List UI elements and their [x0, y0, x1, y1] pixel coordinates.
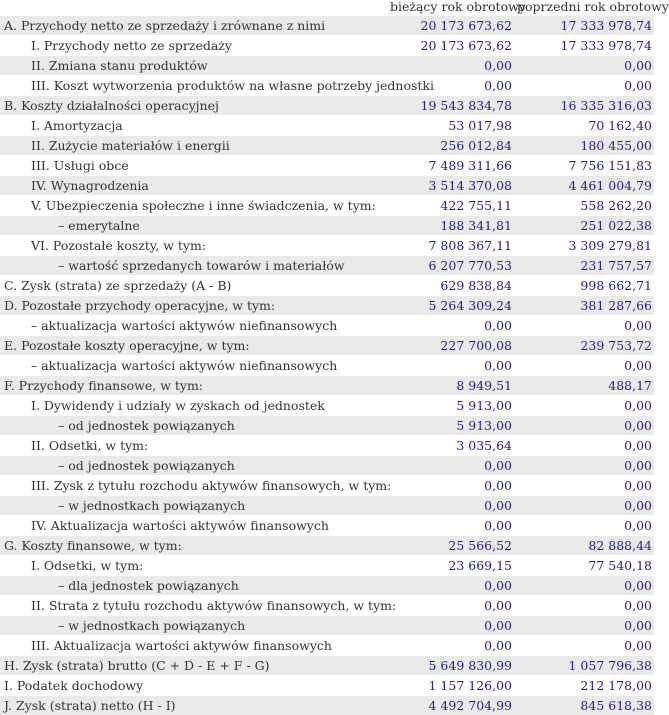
- table-row: [0, 176, 654, 196]
- previous-year-value: 16 335 316,03: [517, 96, 654, 116]
- current-year-value: 5 913,00: [390, 416, 517, 436]
- row-label: IV. Wynagrodzenia: [0, 176, 390, 196]
- previous-year-value: 998 662,71: [517, 276, 654, 296]
- table-row: [0, 376, 654, 396]
- row-label: F. Przychody finansowe, w tym:: [0, 376, 390, 396]
- row-label: – w jednostkach powiązanych: [0, 616, 390, 636]
- current-year-value: 20 173 673,62: [390, 36, 517, 56]
- table-row: [0, 96, 654, 116]
- row-label: – dla jednostek powiązanych: [0, 576, 390, 596]
- previous-year-value: 0,00: [517, 476, 654, 496]
- previous-year-value: 70 162,40: [517, 116, 654, 136]
- previous-year-value: 0,00: [517, 636, 654, 656]
- row-label: I. Podatek dochodowy: [0, 676, 390, 696]
- row-label: A. Przychody netto ze sprzedaży i zrównane z nimi: [0, 16, 390, 36]
- table-row: [0, 116, 654, 136]
- current-year-value: 0,00: [390, 76, 517, 96]
- current-year-value: 0,00: [390, 356, 517, 376]
- table-row: [0, 516, 654, 536]
- current-year-value: 256 012,84: [390, 136, 517, 156]
- previous-year-value: 231 757,57: [517, 256, 654, 276]
- previous-year-value: 381 287,66: [517, 296, 654, 316]
- table-row: [0, 416, 654, 436]
- row-label: – emerytalne: [0, 216, 390, 236]
- row-label: III. Aktualizacja wartości aktywów finansowych: [0, 636, 390, 656]
- table-row: [0, 276, 654, 296]
- header-row: [0, 0, 654, 16]
- row-label: H. Zysk (strata) brutto (C + D - E + F - G): [0, 656, 390, 676]
- current-year-value: 19 543 834,78: [390, 96, 517, 116]
- table-row: [0, 616, 654, 636]
- table-row: [0, 196, 654, 216]
- table-row: [0, 336, 654, 356]
- row-label: J. Zysk (strata) netto (H - I): [0, 696, 390, 715]
- table-row: [0, 436, 654, 456]
- current-year-value: 227 700,08: [390, 336, 517, 356]
- previous-year-value: 0,00: [517, 356, 654, 376]
- current-year-value: 0,00: [390, 496, 517, 516]
- previous-year-value: 0,00: [517, 316, 654, 336]
- table-row: [0, 696, 654, 715]
- table-row: [0, 236, 654, 256]
- table-row: [0, 356, 654, 376]
- current-year-value: 629 838,84: [390, 276, 517, 296]
- current-year-value: 0,00: [390, 636, 517, 656]
- row-label: – w jednostkach powiązanych: [0, 496, 390, 516]
- current-year-value: 20 173 673,62: [390, 16, 517, 36]
- row-label: B. Koszty działalności operacyjnej: [0, 96, 390, 116]
- current-year-value: 0,00: [390, 56, 517, 76]
- current-year-value: 422 755,11: [390, 196, 517, 216]
- row-label: III. Usługi obce: [0, 156, 390, 176]
- row-label: I. Amortyzacja: [0, 116, 390, 136]
- previous-year-value: 7 756 151,83: [517, 156, 654, 176]
- current-year-value: 53 017,98: [390, 116, 517, 136]
- table-row: [0, 36, 654, 56]
- row-label: VI. Pozostałe koszty, w tym:: [0, 236, 390, 256]
- table-row: [0, 256, 654, 276]
- current-year-value: 3 514 370,08: [390, 176, 517, 196]
- table-row: [0, 316, 654, 336]
- previous-year-value: 17 333 978,74: [517, 16, 654, 36]
- previous-year-value: 239 753,72: [517, 336, 654, 356]
- previous-year-column-header: poprzedni rok obrotowy: [517, 0, 654, 16]
- previous-year-value: 0,00: [517, 56, 654, 76]
- row-label: II. Odsetki, w tym:: [0, 436, 390, 456]
- current-year-value: 0,00: [390, 596, 517, 616]
- previous-year-value: 77 540,18: [517, 556, 654, 576]
- previous-year-value: 845 618,38: [517, 696, 654, 715]
- current-year-value: 7 808 367,11: [390, 236, 517, 256]
- current-year-value: 8 949,51: [390, 376, 517, 396]
- previous-year-value: 82 888,44: [517, 536, 654, 556]
- table-row: [0, 536, 654, 556]
- row-label: E. Pozostałe koszty operacyjne, w tym:: [0, 336, 390, 356]
- previous-year-value: 180 455,00: [517, 136, 654, 156]
- current-year-value: 6 207 770,53: [390, 256, 517, 276]
- current-year-value: 23 669,15: [390, 556, 517, 576]
- table-row: [0, 636, 654, 656]
- previous-year-value: 4 461 004,79: [517, 176, 654, 196]
- current-year-value: 3 035,64: [390, 436, 517, 456]
- previous-year-value: 558 262,20: [517, 196, 654, 216]
- row-label: IV. Aktualizacja wartości aktywów finansowych: [0, 516, 390, 536]
- table-row: [0, 596, 654, 616]
- table-row: [0, 156, 654, 176]
- row-label: II. Strata z tytułu rozchodu aktywów finansowych, w tym:: [0, 596, 390, 616]
- current-year-value: 0,00: [390, 476, 517, 496]
- previous-year-value: 0,00: [517, 516, 654, 536]
- table-row: [0, 56, 654, 76]
- row-label: II. Zużycie materiałów i energii: [0, 136, 390, 156]
- table-row: [0, 296, 654, 316]
- row-label: I. Dywidendy i udziały w zyskach od jednostek: [0, 396, 390, 416]
- row-label: – od jednostek powiązanych: [0, 416, 390, 436]
- table-row: [0, 656, 654, 676]
- table-row: [0, 136, 654, 156]
- table-row: [0, 396, 654, 416]
- row-label: I. Przychody netto ze sprzedaży: [0, 36, 390, 56]
- row-label: G. Koszty finansowe, w tym:: [0, 536, 390, 556]
- row-label: – aktualizacja wartości aktywów niefinansowych: [0, 356, 390, 376]
- row-label: – wartość sprzedanych towarów i materiałów: [0, 256, 390, 276]
- previous-year-value: 0,00: [517, 396, 654, 416]
- table-row: [0, 476, 654, 496]
- table-row: [0, 216, 654, 236]
- row-label: – od jednostek powiązanych: [0, 456, 390, 476]
- current-year-value: 0,00: [390, 616, 517, 636]
- table-row: [0, 496, 654, 516]
- table-row: [0, 576, 654, 596]
- current-year-value: 0,00: [390, 516, 517, 536]
- previous-year-value: 0,00: [517, 576, 654, 596]
- row-label: V. Ubezpieczenia społeczne i inne świadczenia, w tym:: [0, 196, 390, 216]
- current-year-value: 5 913,00: [390, 396, 517, 416]
- current-year-value: 1 157 126,00: [390, 676, 517, 696]
- current-year-value: 188 341,81: [390, 216, 517, 236]
- previous-year-value: 212 178,00: [517, 676, 654, 696]
- previous-year-value: 3 309 279,81: [517, 236, 654, 256]
- previous-year-value: 0,00: [517, 416, 654, 436]
- row-label: III. Zysk z tytułu rozchodu aktywów finansowych, w tym:: [0, 476, 390, 496]
- row-label: C. Zysk (strata) ze sprzedaży (A - B): [0, 276, 390, 296]
- previous-year-value: 0,00: [517, 76, 654, 96]
- current-year-value: 5 649 830,99: [390, 656, 517, 676]
- label-column-header: [0, 0, 390, 16]
- previous-year-value: 0,00: [517, 436, 654, 456]
- table-row: [0, 76, 654, 96]
- row-label: I. Odsetki, w tym:: [0, 556, 390, 576]
- row-label: III. Koszt wytworzenia produktów na własne potrzeby jednostki: [0, 76, 390, 96]
- previous-year-value: 0,00: [517, 616, 654, 636]
- previous-year-value: 251 022,38: [517, 216, 654, 236]
- table-row: [0, 556, 654, 576]
- table-row: [0, 676, 654, 696]
- previous-year-value: 0,00: [517, 596, 654, 616]
- current-year-column-header: bieżący rok obrotowy: [390, 0, 517, 16]
- previous-year-value: 17 333 978,74: [517, 36, 654, 56]
- row-label: – aktualizacja wartości aktywów niefinansowych: [0, 316, 390, 336]
- current-year-value: 0,00: [390, 576, 517, 596]
- table-row: [0, 456, 654, 476]
- table-row: [0, 16, 654, 36]
- current-year-value: 0,00: [390, 456, 517, 476]
- previous-year-value: 488,17: [517, 376, 654, 396]
- row-label: II. Zmiana stanu produktów: [0, 56, 390, 76]
- current-year-value: 7 489 311,66: [390, 156, 517, 176]
- current-year-value: 4 492 704,99: [390, 696, 517, 715]
- previous-year-value: 0,00: [517, 456, 654, 476]
- previous-year-value: 0,00: [517, 496, 654, 516]
- row-label: D. Pozostałe przychody operacyjne, w tym:: [0, 296, 390, 316]
- current-year-value: 0,00: [390, 316, 517, 336]
- current-year-value: 5 264 309,24: [390, 296, 517, 316]
- previous-year-value: 1 057 796,38: [517, 656, 654, 676]
- current-year-value: 25 566,52: [390, 536, 517, 556]
